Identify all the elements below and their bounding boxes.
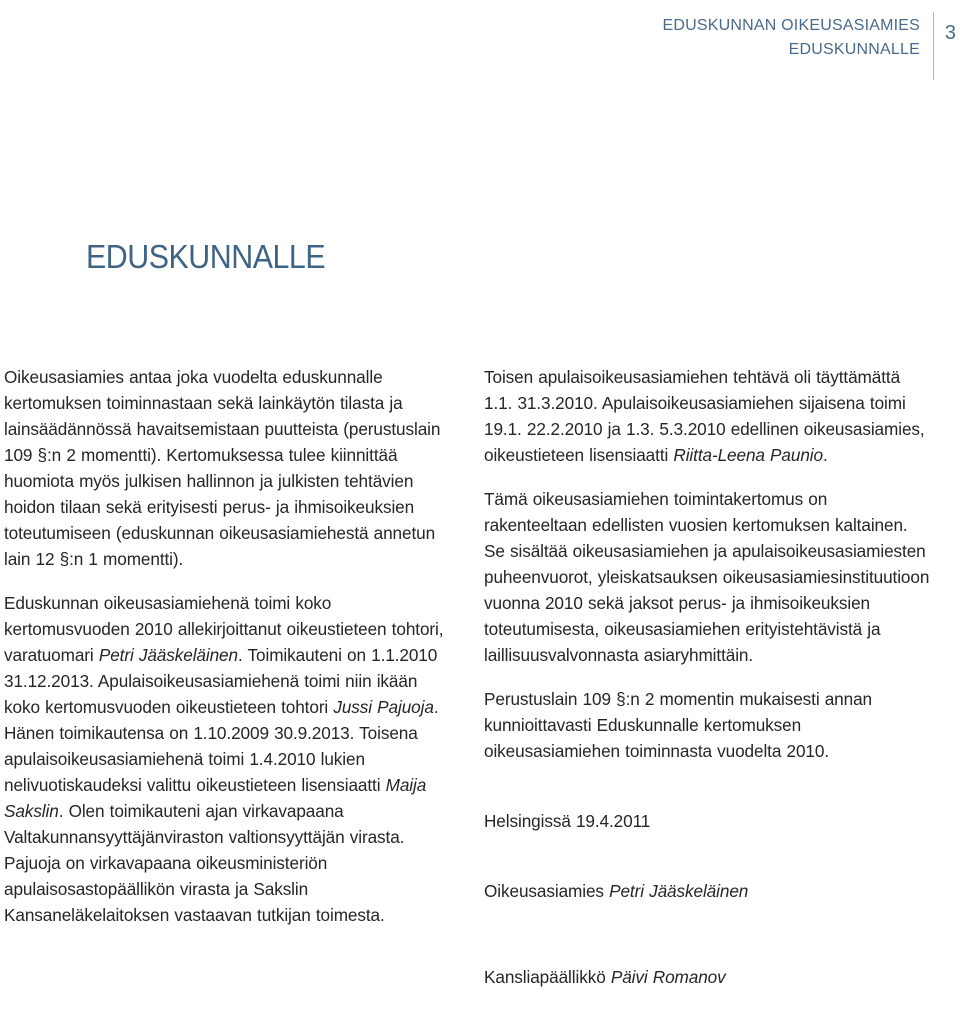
deputy-text-2: .	[822, 445, 828, 465]
signature-name: Petri Jääskeläinen	[609, 881, 749, 901]
name-maija-sakslin: Maija Sakslin	[4, 775, 427, 821]
countersignature	[484, 964, 930, 990]
officials-text-2: . Toimikauteni on 1.1.2010 31.12.2013. Apulaisoikeusasiamiehenä toimi niin ikään koko kertomusvuoden oikeustieteen tohtori	[4, 645, 438, 717]
name-riitta-leena-paunio: Riitta-Leena Paunio	[673, 445, 823, 465]
countersignature-name: Päivi Romanov	[610, 967, 726, 987]
page-title: EDUSKUNNALLE	[86, 238, 326, 275]
officials-paragraph	[4, 590, 450, 928]
officials-text-4: . Olen toimikauteni ajan virkavapaana Valtakunnansyyttäjänviraston valtionsyyttäjän virasta. Pajuoja on virkavapaana oikeusministeriön apulaisosastopäällikön virasta ja Sakslin Kansaneläkelaitoksen vastaavan tutkijan toimesta.	[4, 801, 405, 925]
page-number: 3	[944, 22, 956, 44]
report-structure-paragraph: Tämä oikeusasiamiehen toimintakertomus on rakenteeltaan edellisten vuosien kertomuksen kaltainen. Se sisältää oikeusasiamiehen ja apulaisoikeusasiamiesten puheenvuorot, yleiskatsauksen oikeusasiamiesinstituutioon vuonna 2010 sekä jaksot perus- ja ihmisoikeuksien toteutumisesta, oikeusasiamiehen erityistehtävistä ja laillisuusvalvonnasta asiaryhmittäin.	[484, 489, 930, 665]
officials-text-3: . Hänen toimikautensa on 1.10.2009 30.9.2013. Toisena apulaisoikeusasiamiehenä toimi 1.4.2010 lukien nelivuotiskaudeksi valittu oikeustieteen lisensiaatti	[4, 697, 439, 795]
place-date: Helsingissä 19.4.2011	[484, 811, 651, 831]
running-header	[560, 12, 960, 82]
header-text	[663, 14, 921, 62]
intro-paragraph: Oikeusasiamies antaa joka vuodelta eduskunnalle kertomuksen toiminnastaan sekä lainkäytön tilasta ja lainsäädännössä havaitsemistaan puutteista (perustuslain 109 §:n 2 momentti). Kertomuksessa tulee kiinnittää huomiota myös julkisen hallinnon ja julkisten tehtävien hoidon tilaan sekä erityisesti perus- ja ihmisoikeuksien toteutumiseen (eduskunnan oikeusasiamiehestä annetun lain 12 §:n 1 momentti).	[4, 367, 441, 569]
header-line-1: EDUSKUNNAN OIKEUSASIAMIES	[662, 17, 920, 34]
left-column	[4, 364, 450, 946]
signature-role: Oikeusasiamies	[484, 881, 610, 901]
deputy-text-1: Toisen apulaisoikeusasiamiehen tehtävä oli täyttämättä 1.1. 31.3.2010. Apulaisoikeusasiamiehen sijaisena toimi 19.1. 22.2.2010 ja 1.3. 5.3.2010 edellinen oikeusasiamies, oikeustieteen lisensiaatti	[484, 367, 925, 465]
header-line-2: EDUSKUNNALLE	[788, 41, 920, 58]
deputy-paragraph	[484, 364, 930, 468]
name-jussi-pajuoja: Jussi Pajuoja	[333, 697, 434, 717]
name-petri-jaaskelainen: Petri Jääskeläinen	[98, 645, 238, 665]
officials-text-1: Eduskunnan oikeusasiamiehenä toimi koko kertomusvuoden 2010 allekirjoittanut oikeustieteen tohtori, varatuomari	[4, 593, 444, 665]
submission-paragraph: Perustuslain 109 §:n 2 momentin mukaisesti annan kunnioittavasti Eduskunnalle kertomuksen oikeusasiamiehen toiminnasta vuodelta 2010.	[484, 689, 873, 761]
right-column	[484, 364, 930, 1008]
signature	[484, 878, 930, 904]
header-divider	[933, 12, 934, 80]
countersignature-role: Kansliapäällikkö	[484, 967, 611, 987]
